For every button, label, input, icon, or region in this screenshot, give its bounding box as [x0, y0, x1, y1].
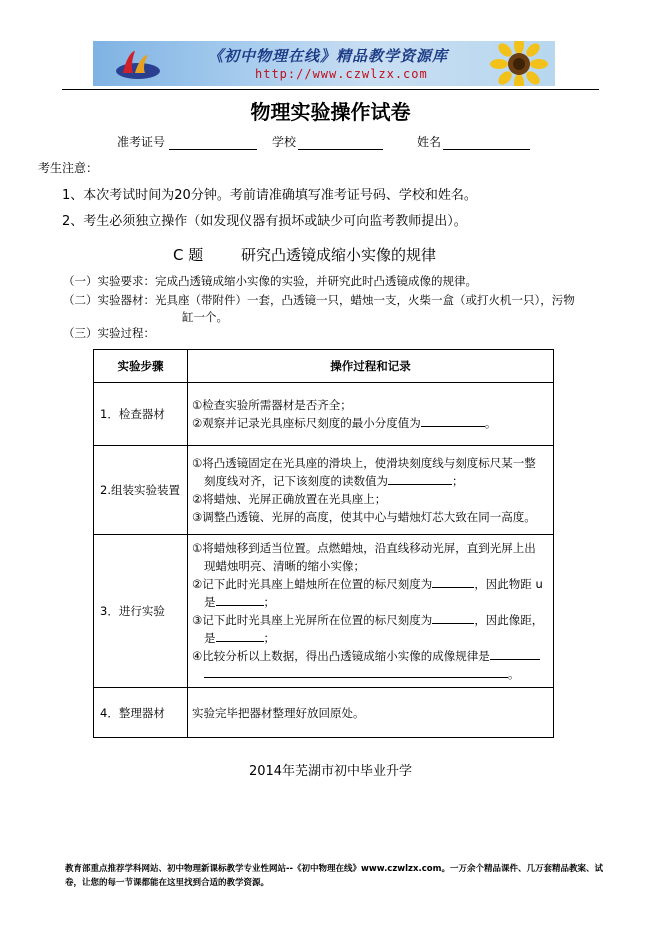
question-name: 研究凸透镜成缩小实像的规律 [241, 246, 437, 264]
answer-blank[interactable] [204, 665, 508, 678]
table-row [94, 688, 554, 738]
process-line: ①将凸透镜固定在光具座的滑块上，使滑块刻度线与刻度标尺某一整 [192, 456, 536, 470]
header-rule [62, 89, 599, 90]
process-line: 刻度线对齐，记下该刻度的读数值为 [204, 474, 388, 488]
process-line: 是 [204, 595, 216, 609]
table-row [94, 446, 554, 535]
process-cell [188, 535, 554, 688]
process-line-end: ； [452, 474, 464, 488]
column-header: 实验步骤 [94, 350, 188, 383]
experiment-table [93, 349, 554, 738]
answer-blank[interactable] [216, 593, 264, 606]
exam-number-label: 准考证号 [117, 135, 166, 149]
banner-title: 《初中物理在线》精品教学资源库 [208, 47, 449, 65]
column-header: 操作过程和记录 [188, 350, 554, 383]
banner [93, 41, 555, 86]
step-cell: 4．整理器材 [94, 688, 188, 738]
process-cell [188, 383, 554, 446]
process-line-end: 。 [484, 416, 497, 430]
notice-heading: 考生注意： [38, 161, 99, 175]
process-line: ②记下此时光具座上蜡烛所在位置的标尺刻度为 [192, 577, 433, 591]
answer-blank[interactable] [216, 629, 264, 642]
answer-blank[interactable] [421, 414, 485, 427]
equipment-text: （二）实验器材：光具座（带附件）一套，凸透镜一只，蜡烛一支，火柴一盒（或打火机一只），污物 [63, 293, 575, 307]
sunflower-icon [489, 41, 549, 86]
answer-blank[interactable] [432, 611, 474, 624]
answer-blank[interactable] [490, 647, 540, 660]
process-line-end: ； [263, 631, 275, 645]
banner-url[interactable]: http://www.czwlzx.com [255, 67, 428, 81]
table-row [94, 383, 554, 446]
process-line: ④比较分析以上数据，得出凸透镜成缩小实像的成像规律是 [192, 649, 490, 663]
process-line: 现蜡烛明亮、清晰的缩小实像； [204, 559, 365, 573]
table-row [94, 535, 554, 688]
school-label: 学校 [272, 135, 297, 149]
process-line: 是 [204, 631, 216, 645]
question-label: C 题 [173, 246, 204, 264]
page-title: 物理实验操作试卷 [250, 100, 411, 124]
process-line-end: ，因此像距， [474, 613, 544, 627]
site-logo-icon [115, 47, 161, 81]
exam-number-field[interactable] [169, 149, 257, 150]
process-line-end: ； [263, 595, 275, 609]
step-cell: 2.组装实验装置 [94, 446, 188, 535]
notice-item: 1、本次考试时间为20分钟。考前请准确填写准考证号码、学校和姓名。 [62, 188, 477, 203]
step-cell: 3．进行实验 [94, 535, 188, 688]
name-field[interactable] [443, 149, 530, 150]
answer-blank[interactable] [388, 472, 452, 485]
process-line-end: 。 [508, 667, 520, 681]
notice-item: 2、考生必须独立操作（如发现仪器有损坏或缺少可向监考教师提出）。 [62, 214, 467, 229]
name-label: 姓名 [417, 135, 442, 149]
process-line: ①检查实验所需器材是否齐全； [192, 398, 352, 412]
footer-text: 2014年芜湖市初中毕业升学 [248, 764, 413, 779]
process-cell: 实验完毕把器材整理好放回原处。 [188, 688, 554, 738]
process-line: ③调整凸透镜、光屏的高度，使其中心与蜡烛灯芯大致在同一高度。 [192, 510, 536, 524]
process-line-end: ，因此物距 u [474, 577, 543, 591]
process-line: ③记下此时光具座上光屏所在位置的标尺刻度为 [192, 613, 433, 627]
school-field[interactable] [298, 149, 383, 150]
step-cell: 1．检查器材 [94, 383, 188, 446]
process-line: ②观察并记录光具座标尺刻度的最小分度值为 [192, 416, 421, 430]
process-heading: （三）实验过程： [63, 326, 155, 340]
process-cell [188, 446, 554, 535]
requirement-text: （一）实验要求：完成凸透镜成缩小实像的实验，并研究此时凸透镜成像的规律。 [63, 274, 477, 288]
bottom-note: 教育部重点推荐学科网站、初中物理新课标教学专业性网站--《初中物理在线》www.czwlzx.com。一万余个精品课件、几万套精品教案、试卷，让您的每一节课都能在这里找到合适的教学资源。 [65, 864, 603, 888]
equipment-text-cont: 缸一个。 [182, 310, 228, 324]
table-header-row [94, 350, 554, 383]
process-line: ②将蜡烛、光屏正确放置在光具座上； [192, 492, 387, 506]
process-line: ①将蜡烛移到适当位置。点燃蜡烛，沿直线移动光屏，直到光屏上出 [192, 541, 536, 555]
answer-blank[interactable] [432, 575, 474, 588]
